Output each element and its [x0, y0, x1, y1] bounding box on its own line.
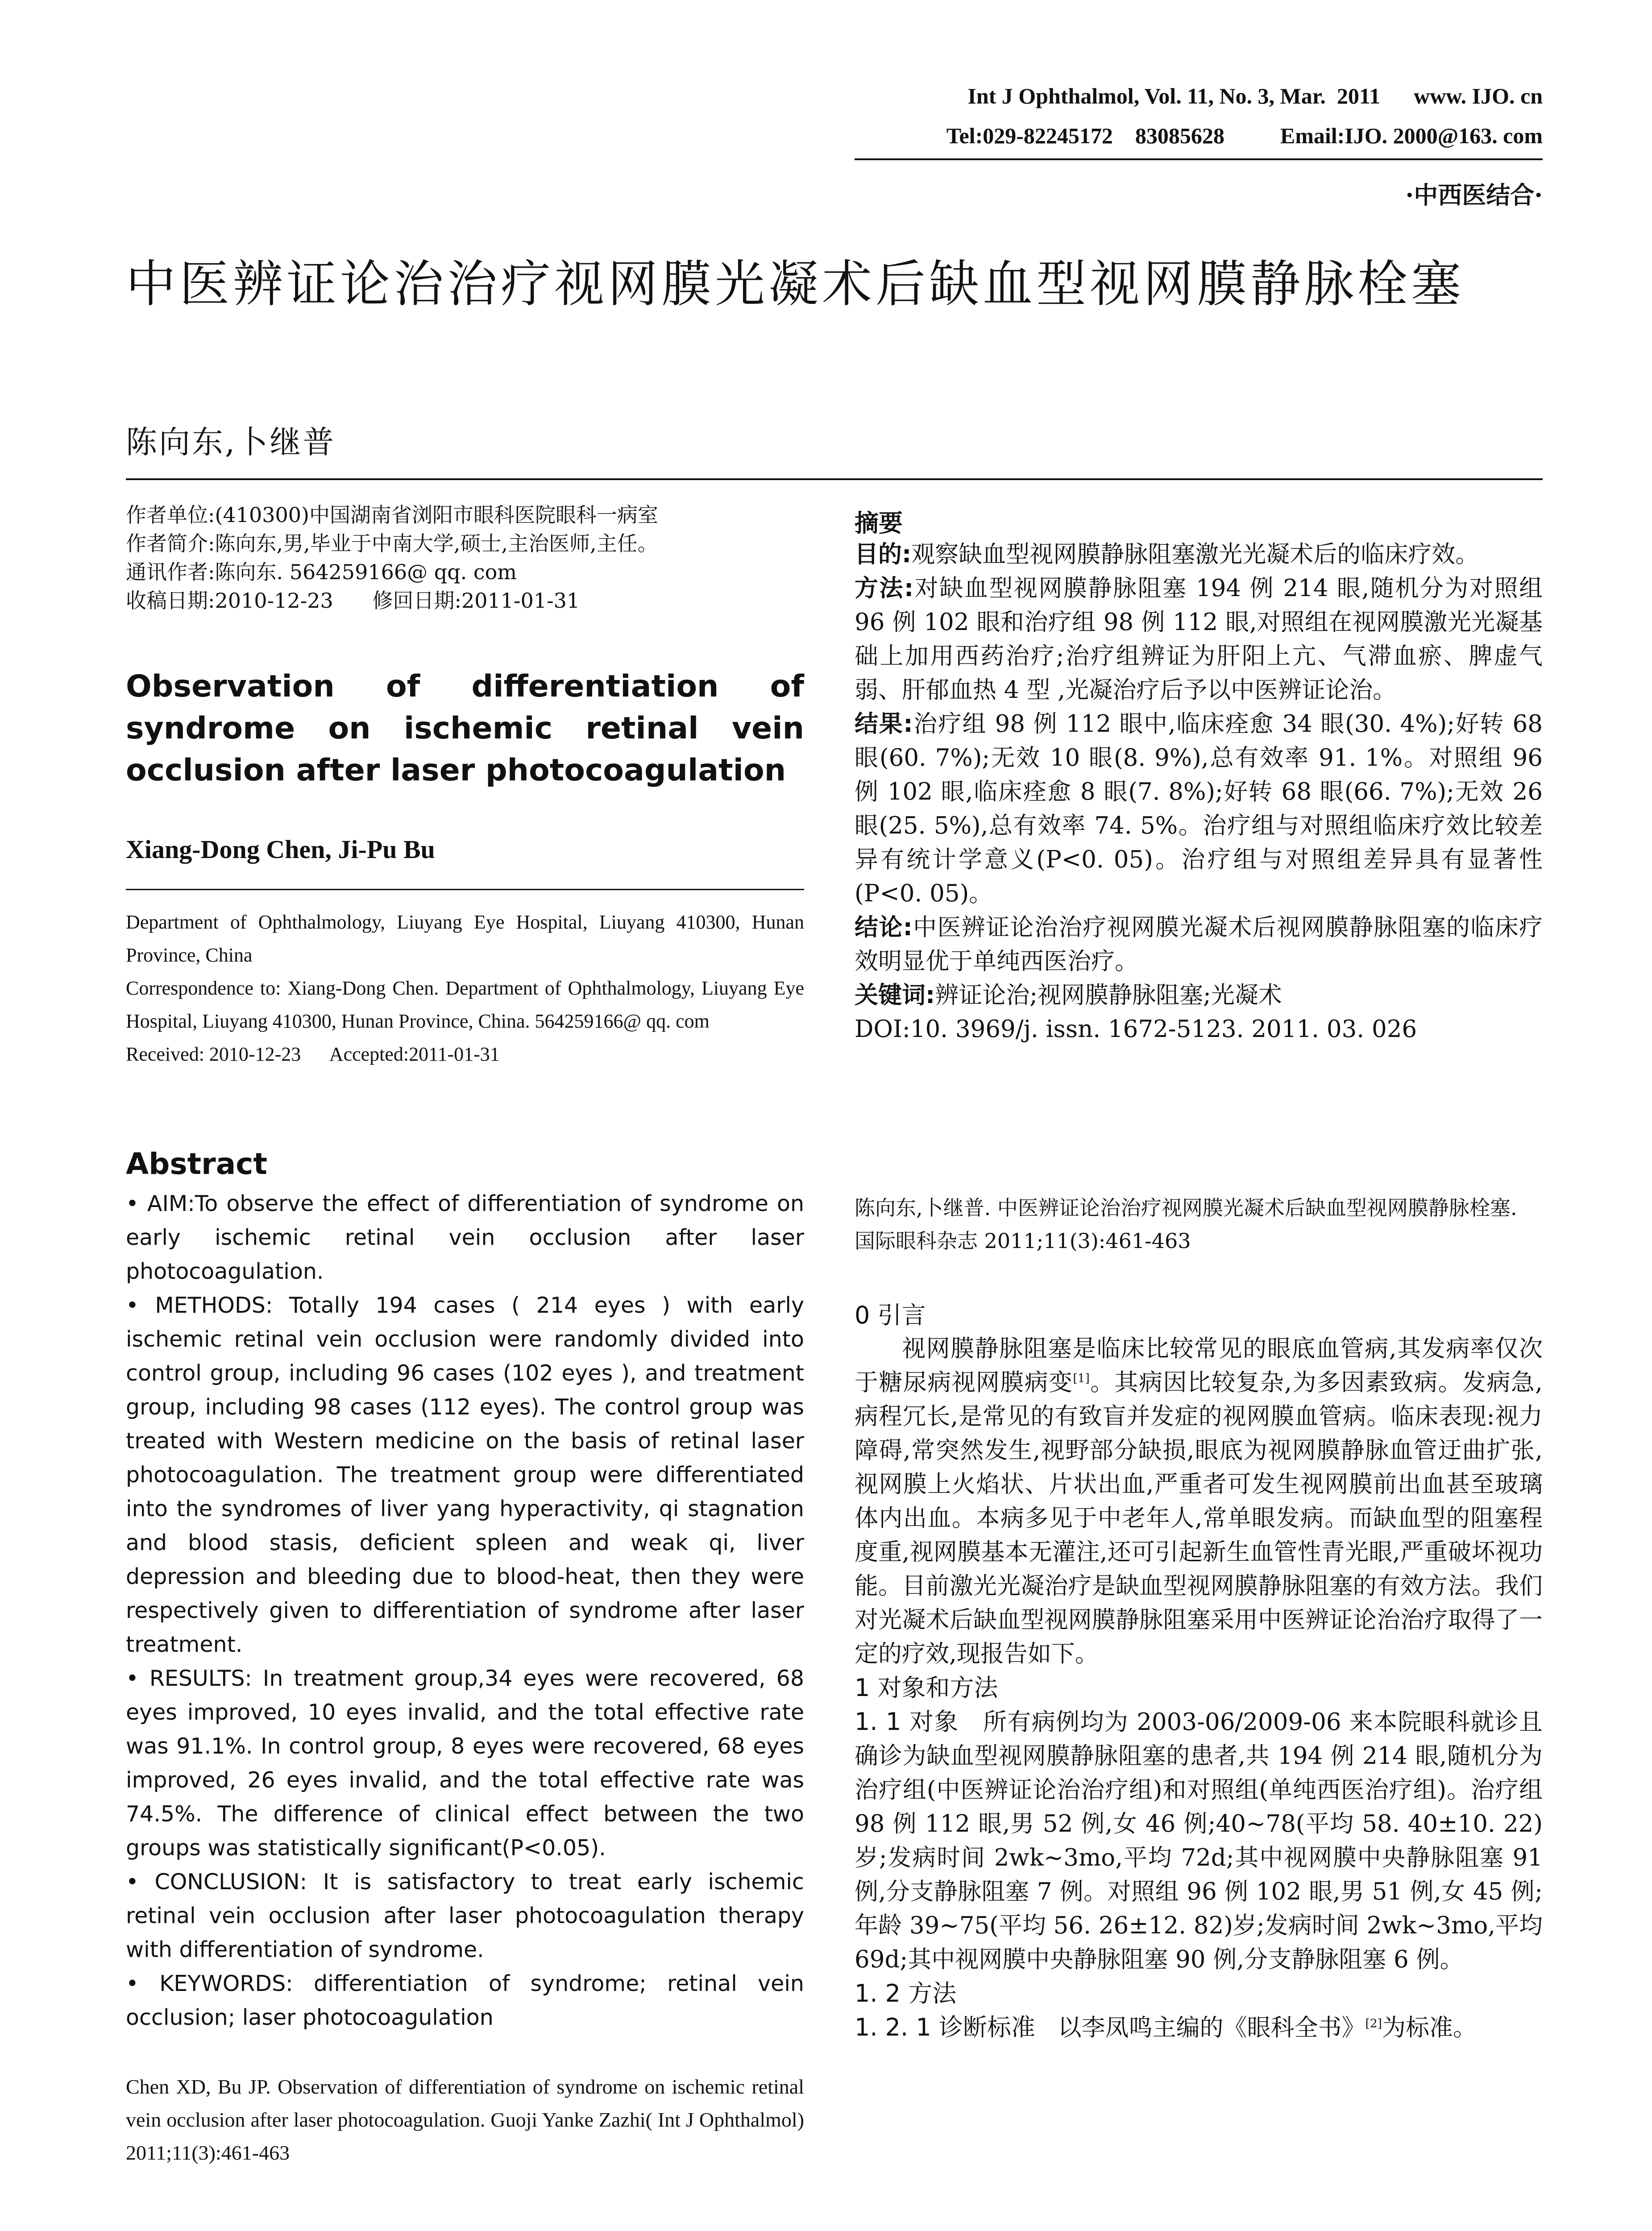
- ref-2: [2]: [1365, 2016, 1382, 2031]
- cn-doi: DOI:10. 3969/j. issn. 1672-5123. 2011. 03. 026: [855, 1016, 1417, 1043]
- affiliation-correspondence: Correspondence to: Xiang-Dong Chen. Department of Ophthalmology, Liuyang Eye Hospital, Liuyang 410300, Hunan Province, China. 564259166@ qq. com: [126, 977, 804, 1032]
- criteria-text-b: 为标准。: [1382, 2014, 1477, 2041]
- journal-header-line1: Int J Ophthalmol, Vol. 11, No. 3, Mar. 2011 www. IJO. cn: [967, 83, 1543, 108]
- cn-aim-label: 目的:: [855, 541, 912, 568]
- author-meta: [126, 501, 804, 615]
- methods-heading: 1 对象和方法: [855, 1674, 998, 1702]
- cn-results-text: 治疗组 98 例 112 眼中,临床痊愈 34 眼(30. 4%);好转 68 眼(60. 7%);无效 10 眼(8. 9%),总有效率 91. 1%。对照组 96 例 102 眼,临床痊愈 8 眼(7. 8%);好转 68 眼(66. 7%);无效 26 眼(25. 5%),总有效率 74. 5%。治疗组与对照组临床疗效比较差异有统计学意义(P<0. 05)。治疗组与对照组差异具有显著性(P<0. 05)。: [855, 710, 1543, 907]
- criteria-paragraph: [855, 2011, 1543, 2045]
- cn-keywords-label: 关键词:: [855, 982, 935, 1009]
- subjects-paragraph: [855, 1705, 1543, 1977]
- cn-results: [855, 707, 1543, 911]
- affiliation-block: [126, 906, 804, 1071]
- abstract-keywords: • KEYWORDS: differentiation of syndrome; retinal vein occlusion; laser photocoagulation: [126, 1971, 804, 2030]
- meta-dates: 收稿日期:2010-12-23 修回日期:2011-01-31: [126, 589, 580, 613]
- english-authors: Xiang-Dong Chen, Ji-Pu Bu: [126, 835, 435, 864]
- criteria-label: 1. 2. 1 诊断标准: [855, 2013, 1035, 2041]
- subjects-text: 所有病例均为 2003-06/2009-06 来本院眼科就诊且确诊为缺血型视网膜静脉阻塞的患者,共 194 例 214 眼,随机分为治疗组(中医辨证论治治疗组)和对照组(单纯西医治疗组)。治疗组 98 例 112 眼,男 52 例,女 46 例;40~78(平均 58. 40±10. 22)岁;发病时间 2wk~3mo,平均 72d;其中视网膜中央静脉阻塞 91 例,分支静脉阻塞 7 例。对照组 96 例 102 眼,男 51 例,女 45 例;年龄 39~75(平均 56. 26±12. 82)岁;发病时间 2wk~3mo,平均 69d;其中视网膜中央静脉阻塞 90 例,分支静脉阻塞 6 例。: [855, 1708, 1543, 1973]
- cn-aim: [855, 538, 1543, 572]
- header-rule: [855, 158, 1543, 160]
- affiliation-dept: Department of Ophthalmology, Liuyang Eye Hospital, Liuyang 410300, Hunan Province, China: [126, 911, 804, 966]
- chinese-abstract: [855, 538, 1543, 1046]
- meta-bio: 作者简介:陈向东,男,毕业于中南大学,硕士,主治医师,主任。: [126, 531, 658, 556]
- meta-correspondence: 通讯作者:陈向东. 564259166@ qq. com: [126, 560, 517, 584]
- intro-paragraph: [855, 1332, 1543, 1671]
- intro-text-a: 视网膜静脉阻塞是临床比较常见的眼底血管病,其发病率仅次于糖尿病视网膜病变: [855, 1335, 1543, 1396]
- cn-methods-text: 对缺血型视网膜静脉阻塞 194 例 214 眼,随机分为对照组 96 例 102 眼和治疗组 98 例 112 眼,对照组在视网膜激光光凝基础上加用西药治疗;治疗组辨证为肝阳上亢、气滞血瘀、脾虚气弱、肝郁血热 4 型 ,光凝治疗后予以中医辨证论治。: [855, 575, 1543, 704]
- cn-conclusion-text: 中医辨证论治治疗视网膜光凝术后视网膜静脉阻塞的临床疗效明显优于单纯西医治疗。: [855, 914, 1543, 975]
- title-rule: [126, 478, 1543, 480]
- cn-keywords: [855, 979, 1543, 1012]
- chinese-citation: 陈向东,卜继普. 中医辨证论治治疗视网膜光凝术后缺血型视网膜静脉栓塞. 国际眼科杂志 2011;11(3):461-463: [855, 1196, 1517, 1253]
- english-title: Observation of differentiation of syndrome on ischemic retinal vein occlusion after laser photocoagulation: [126, 669, 804, 788]
- authors-rule: [126, 889, 804, 890]
- cn-aim-text: 观察缺血型视网膜静脉阻塞激光光凝术后的临床疗效。: [911, 541, 1479, 568]
- meta-affiliation: 作者单位:(410300)中国湖南省浏阳市眼科医院眼科一病室: [126, 503, 658, 527]
- cn-keywords-text: 辨证论治;视网膜静脉阻塞;光凝术: [935, 982, 1282, 1009]
- affiliation-received: Received: 2010-12-23 Accepted:2011-01-31: [126, 1043, 500, 1065]
- abstract-aim: • AIM:To observe the effect of differentiation of syndrome on early ischemic retinal vein occlusion after laser photocoagulation.: [126, 1191, 804, 1284]
- cn-methods: [855, 572, 1543, 707]
- abstract-methods: • METHODS: Totally 194 cases ( 214 eyes ) with early ischemic retinal vein occlusion were randomly divided into control group, including 96 cases (102 eyes ), and treatment group, including 98 cases (112 eyes). The control group was treated with Western medicine on the basis of retinal laser photocoagulation. The treatment group were differentiated into the syndromes of liver yang hyperactivity, qi stagnation and blood stasis, deficient spleen and weak qi, liver depression and bleeding due to blood-heat, then they were respectively given to differentiation of syndrome after laser treatment.: [126, 1293, 804, 1657]
- body-text: [855, 1332, 1543, 2045]
- section-tag: ·中西医结合·: [1405, 181, 1543, 209]
- cn-methods-label: 方法:: [855, 575, 914, 602]
- criteria-text-a: 以李凤鸣主编的《眼科全书》: [1058, 2014, 1366, 2041]
- abstract-heading: Abstract: [126, 1147, 267, 1181]
- intro-text-b: 。其病因比较复杂,为多因素致病。发病急,病程冗长,是常见的有致盲并发症的视网膜血管病。临床表现:视力障碍,常突然发生,视野部分缺损,眼底为视网膜静脉血管迂曲扩张,视网膜上火焰状、片状出血,严重者可发生视网膜前出血甚至玻璃体内出血。本病多见于中老年人,常单眼发病。而缺血型的阻塞程度重,视网膜基本无灌注,还可引起新生血管性青光眼,严重破坏视功能。目前激光光凝治疗是缺血型视网膜静脉阻塞的有效方法。我们对光凝术后缺血型视网膜静脉阻塞采用中医辨证论治治疗取得了一定的疗效,现报告如下。: [855, 1369, 1543, 1667]
- english-citation: Chen XD, Bu JP. Observation of differentiation of syndrome on ischemic retinal vein occlusion after laser photocoagulation. Guoji Yanke Zazhi( Int J Ophthalmol) 2011;11(3):461-463: [126, 2075, 804, 2164]
- cn-conclusion: [855, 911, 1543, 979]
- methods-subheading: 1. 2 方法: [855, 1979, 957, 2007]
- abstract-results: • RESULTS: In treatment group,34 eyes were recovered, 68 eyes improved, 10 eyes invalid, and the total effective rate was 91.1%. In control group, 8 eyes were recovered, 68 eyes improved, 26 eyes invalid, and the total effective rate was 74.5%. The difference of clinical effect between the two groups was statistically significant(P<0.05).: [126, 1666, 804, 1861]
- cn-conclusion-label: 结论:: [855, 914, 913, 941]
- journal-header-line2: Tel:029-82245172 83085628 Email:IJO. 2000@163. com: [946, 123, 1543, 148]
- chinese-authors: 陈向东,卜继普: [126, 424, 336, 460]
- abstract-body: [126, 1187, 804, 2035]
- chinese-abstract-heading: 摘要: [855, 509, 903, 537]
- intro-heading: 0 引言: [855, 1301, 926, 1329]
- abstract-conclusion: • CONCLUSION: It is satisfactory to treat early ischemic retinal vein occlusion after laser photocoagulation therapy with differentiation of syndrome.: [126, 1869, 804, 1962]
- chinese-title: 中医辨证论治治疗视网膜光凝术后缺血型视网膜静脉栓塞: [126, 255, 1465, 313]
- ref-1: [1]: [1073, 1371, 1090, 1385]
- subjects-label: 1. 1 对象: [855, 1708, 959, 1736]
- cn-results-label: 结果:: [855, 710, 913, 738]
